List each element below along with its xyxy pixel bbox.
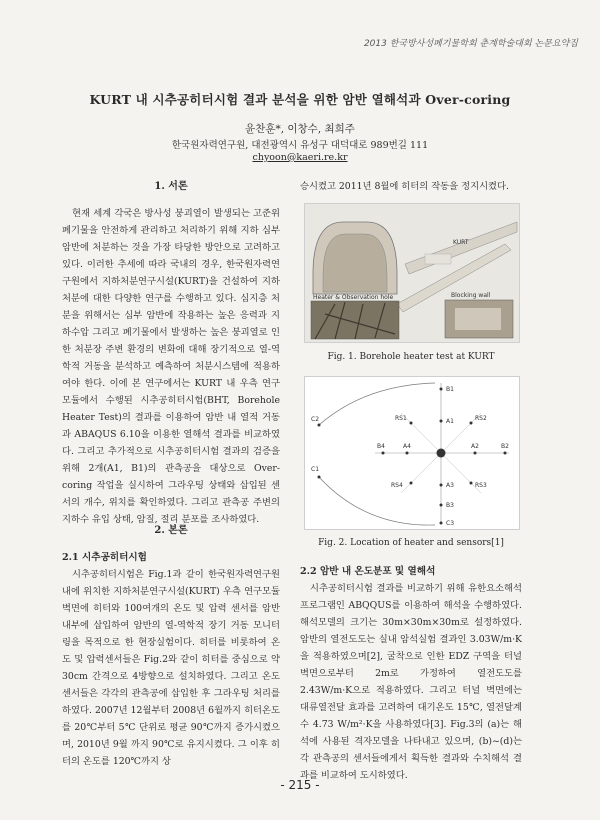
left-column-lower [62, 522, 280, 770]
sensor-A3: A3 [446, 482, 454, 489]
sensor-RS1: RS1 [395, 415, 407, 422]
sensor-RS2: RS2 [475, 415, 487, 422]
fig1-blocking-wall-label: Blocking wall [451, 292, 491, 299]
section-heading-body: 2. 본론 [154, 525, 188, 536]
fig1-kurt-label: KURT [453, 239, 469, 246]
thermal-analysis-paragraph: 시추공히터시험 결과를 비교하기 위해 유한요소해석 프로그램인 ABQQUS를 이용하여 해석을 수행하였다. 해석모델의 크기는 30m×30m×30m로 설정하였다. 암반의 열전도도는 실내 암석실험 결과인 3.03W/m·K을 적용하였으며[2], 굴착으로 인한 EDZ 구역을 터널 벽면으로부터 2m로 가정하여 열전도도를 2.43W/m·K으로 적용하였다. 그리고 터널 벽면에는 대류열전달 효과를 고려하여 대기온도 15℃, 열전달계수 4.73 W/m²·K을 사용하였다[3]. Fig.3의 (a)는 해석에 사용된 격자모델을 나타내고 있으며, (b)~(d)는 각 관측공의 센서들에게서 획득한 결과와 수치해석 결과를 비교하여 도시하였다. [300, 583, 522, 781]
proceedings-header: 2013 한국방사성폐기물학회 춘계학술대회 논문요약집 [363, 39, 578, 49]
figure-2-diagram [305, 377, 519, 529]
figure-1-caption: Fig. 1. Borehole heater test at KURT [327, 352, 495, 362]
subsection-heading-bht: 2.1 시추공히터시험 [62, 552, 147, 563]
paper-title: KURT 내 시추공히터시험 결과 분석을 위한 암반 열해석과 Over-coring [89, 92, 511, 107]
bht-paragraph: 시추공히터시험은 Fig.1과 같이 한국원자력연구원 내에 위치한 지하처분연구시설(KURT) 우측 연구모듈 벽면에 히터와 100여개의 온도 및 압력 센서를 암반 내부에 삽입하여 암반의 열-역학적 장기 거동 모니터링을 목적으로 한 현장실험이다. 히터를 비롯하여 온도 및 압력센서들은 Fig.2와 같이 히터를 중심으로 약 30cm 간격으로 4방향으로 설치하였다. 그리고 온도센서들은 각각의 관측공에 삽입한 후 그라우팅 처리를 하였다. 2007년 12월부터 2008년 6월까지 히터온도를 20℃부터 5℃ 단위로 평균 90℃까지 증가시켰으며, 2010년 9월 까지 90℃로 유지시켰다. 그 이후 히터의 온도를 120℃까지 상 [62, 569, 280, 767]
right-column-top [300, 178, 522, 195]
sensor-RS4: RS4 [391, 482, 403, 489]
sensor-B2: B2 [501, 443, 509, 450]
sensor-RS3: RS3 [475, 482, 487, 489]
left-column [62, 178, 280, 528]
intro-paragraph: 현재 세계 각국은 방사성 붕괴열이 발생되는 고준위 폐기물을 안전하게 관리하고 처리하기 위해 지하 심부 암반에 처분하는 것을 가장 타당한 방안으로 고려하고 있다. 이러한 추세에 따라 국내의 경우, 한국원자력연구원에서 지하처분연구시설(KURT)을 건설하여 지하 처분에 대한 다양한 연구를 수행하고 있다. 심지층 처분을 위해서는 심부 암반에 작용하는 높은 응력과 지하수압 그리고 폐기물에서 발생하는 높은 붕괴열로 인한 처분장 주변 환경의 변화에 대해 장기적으로 열-역학적 거동을 분석하고 예측하여 처분시스템에 적용하여야 한다. 이에 본 연구에서는 KURT 내 우측 연구 모듈에서 수행된 시추공히터시험(BHT, Borehole Heater Test)의 결과를 이용하여 암반 내 열적 거동과 ABAQUS 6.10을 이용한 열해석 결과를 비교하였다. 그리고 추가적으로 시추공히터시험 결과의 검증을 위해 2개(A1, B1)의 관측공을 대상으로 Over-coring 작업을 실시하여 그라우팅 상태와 삽입된 센서의 개수, 위치를 확인하였다. 그리고 관측공 주변의 지하수 유입 상태, 암질, 절리 분포를 조사하였다. [62, 208, 280, 525]
fig1-heater-hole-label: Heater & Observation hole [313, 294, 394, 301]
figure-2-caption: Fig. 2. Location of heater and sensors[1] [318, 538, 504, 548]
sensor-C3: C3 [446, 520, 455, 527]
right-column-lower [300, 563, 522, 784]
figure-1-illustration [305, 204, 519, 342]
subsection-heading-thermal: 2.2 암반 내 온도분포 및 열해석 [300, 566, 436, 577]
sensor-C2: C2 [311, 416, 320, 423]
sensor-C1: C1 [311, 466, 320, 473]
page-number: - 215 - [280, 778, 320, 792]
email-link[interactable]: chyoon@kaeri.re.kr [252, 152, 348, 163]
sensor-B3: B3 [446, 502, 454, 509]
figure-1-photo [304, 203, 520, 343]
authors: 윤찬훈*, 이창수, 최희주 [245, 123, 355, 135]
continued-text: 승시켰고 2011년 8월에 히터의 작동을 정지시켰다. [300, 181, 509, 192]
section-heading-intro: 1. 서론 [154, 181, 188, 192]
figure-2-sensor-layout [304, 376, 520, 530]
affiliation: 한국원자력연구원, 대전광역시 유성구 대덕대로 989번길 111 [171, 140, 429, 151]
sensor-B1: B1 [446, 386, 454, 393]
sensor-B4: B4 [377, 443, 385, 450]
sensor-A1: A1 [446, 418, 454, 425]
sensor-A2: A2 [471, 443, 479, 450]
sensor-A4: A4 [403, 443, 411, 450]
